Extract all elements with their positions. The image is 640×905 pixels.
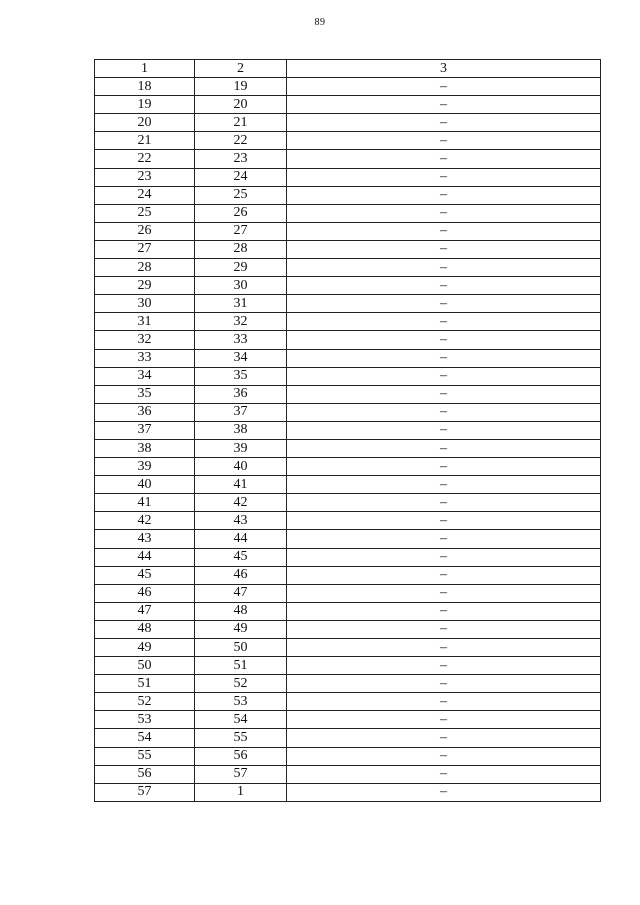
- table-row: [95, 765, 601, 783]
- table-cell-col-2: 22: [195, 132, 287, 150]
- table-cell-col-1: 32: [95, 331, 195, 349]
- table-cell-col-3: –: [287, 421, 601, 439]
- table-row: [95, 313, 601, 331]
- table-cell-col-2: 39: [195, 439, 287, 457]
- table-cell-col-2: 19: [195, 78, 287, 96]
- table-row: [95, 222, 601, 240]
- table-row: [95, 620, 601, 638]
- table-row: [95, 403, 601, 421]
- table-row: [95, 240, 601, 258]
- table-row: [95, 566, 601, 584]
- table-cell-col-1: 45: [95, 566, 195, 584]
- table-cell-col-2: 44: [195, 530, 287, 548]
- table-cell-col-2: 52: [195, 675, 287, 693]
- table-row: [95, 96, 601, 114]
- table-cell-col-2: 46: [195, 566, 287, 584]
- table-cell-col-1: 53: [95, 711, 195, 729]
- table-cell-col-1: 30: [95, 295, 195, 313]
- table-row: [95, 150, 601, 168]
- table-cell-col-3: –: [287, 584, 601, 602]
- table-cell-col-2: 23: [195, 150, 287, 168]
- table-cell-col-1: 20: [95, 114, 195, 132]
- table-row: [95, 295, 601, 313]
- table-cell-col-2: 55: [195, 729, 287, 747]
- table-cell-col-3: –: [287, 783, 601, 801]
- table-cell-col-1: 49: [95, 639, 195, 657]
- table-cell-col-2: 36: [195, 385, 287, 403]
- table-row: [95, 476, 601, 494]
- table-cell-col-2: 56: [195, 747, 287, 765]
- table-cell-col-3: –: [287, 494, 601, 512]
- table-row: [95, 168, 601, 186]
- table-row: [95, 530, 601, 548]
- table-cell-col-1: 29: [95, 277, 195, 295]
- table-cell-col-1: 23: [95, 168, 195, 186]
- table-cell-col-1: 24: [95, 186, 195, 204]
- table-cell-col-3: –: [287, 747, 601, 765]
- table-cell-col-2: 34: [195, 349, 287, 367]
- table-cell-col-3: –: [287, 78, 601, 96]
- table-cell-col-3: –: [287, 765, 601, 783]
- column-header-1: 1: [95, 60, 195, 78]
- table-cell-col-3: –: [287, 729, 601, 747]
- table-row: [95, 439, 601, 457]
- table-cell-col-3: –: [287, 114, 601, 132]
- table-cell-col-3: –: [287, 512, 601, 530]
- table-row: [95, 367, 601, 385]
- table-cell-col-2: 21: [195, 114, 287, 132]
- table-cell-col-1: 43: [95, 530, 195, 548]
- column-header-3: 3: [287, 60, 601, 78]
- table-cell-col-2: 49: [195, 620, 287, 638]
- table-cell-col-1: 41: [95, 494, 195, 512]
- table-cell-col-2: 41: [195, 476, 287, 494]
- table-cell-col-1: 52: [95, 693, 195, 711]
- table-row: [95, 349, 601, 367]
- table-cell-col-2: 50: [195, 639, 287, 657]
- table-cell-col-2: 27: [195, 222, 287, 240]
- table-cell-col-1: 50: [95, 657, 195, 675]
- table-cell-col-1: 31: [95, 313, 195, 331]
- table-row: [95, 693, 601, 711]
- table-cell-col-1: 22: [95, 150, 195, 168]
- table-cell-col-2: 47: [195, 584, 287, 602]
- table-row: [95, 421, 601, 439]
- table-cell-col-3: –: [287, 168, 601, 186]
- table-row: [95, 331, 601, 349]
- table-cell-col-3: –: [287, 313, 601, 331]
- table-cell-col-3: –: [287, 132, 601, 150]
- table-row: [95, 132, 601, 150]
- table-cell-col-2: 42: [195, 494, 287, 512]
- table-cell-col-2: 30: [195, 277, 287, 295]
- table-cell-col-3: –: [287, 277, 601, 295]
- table-cell-col-1: 33: [95, 349, 195, 367]
- table-cell-col-1: 57: [95, 783, 195, 801]
- table-cell-col-1: 56: [95, 765, 195, 783]
- data-table: [94, 59, 601, 802]
- table-header-row: [95, 60, 601, 78]
- table-cell-col-2: 32: [195, 313, 287, 331]
- table-cell-col-1: 34: [95, 367, 195, 385]
- table-cell-col-1: 39: [95, 458, 195, 476]
- table-row: [95, 385, 601, 403]
- table-row: [95, 458, 601, 476]
- table-cell-col-1: 25: [95, 204, 195, 222]
- table-row: [95, 78, 601, 96]
- table-cell-col-3: –: [287, 259, 601, 277]
- table-cell-col-2: 20: [195, 96, 287, 114]
- table-cell-col-3: –: [287, 458, 601, 476]
- table-cell-col-1: 21: [95, 132, 195, 150]
- table-row: [95, 729, 601, 747]
- table-cell-col-3: –: [287, 530, 601, 548]
- table-row: [95, 657, 601, 675]
- table-cell-col-2: 57: [195, 765, 287, 783]
- table-row: [95, 512, 601, 530]
- table-cell-col-1: 37: [95, 421, 195, 439]
- table-row: [95, 584, 601, 602]
- table-cell-col-2: 29: [195, 259, 287, 277]
- table-cell-col-3: –: [287, 295, 601, 313]
- table-cell-col-1: 42: [95, 512, 195, 530]
- table-cell-col-3: –: [287, 602, 601, 620]
- table-cell-col-1: 48: [95, 620, 195, 638]
- table-row: [95, 494, 601, 512]
- table-cell-col-1: 18: [95, 78, 195, 96]
- table-cell-col-1: 38: [95, 439, 195, 457]
- table-cell-col-1: 28: [95, 259, 195, 277]
- table-row: [95, 602, 601, 620]
- table-cell-col-2: 1: [195, 783, 287, 801]
- table-cell-col-3: –: [287, 657, 601, 675]
- table-cell-col-2: 53: [195, 693, 287, 711]
- table-cell-col-3: –: [287, 548, 601, 566]
- table-cell-col-2: 37: [195, 403, 287, 421]
- table-cell-col-1: 27: [95, 240, 195, 258]
- table-cell-col-1: 44: [95, 548, 195, 566]
- table-cell-col-3: –: [287, 204, 601, 222]
- table-cell-col-1: 40: [95, 476, 195, 494]
- table-cell-col-3: –: [287, 349, 601, 367]
- table-cell-col-3: –: [287, 566, 601, 584]
- column-header-2: 2: [195, 60, 287, 78]
- table-row: [95, 548, 601, 566]
- table-cell-col-3: –: [287, 476, 601, 494]
- table-cell-col-2: 35: [195, 367, 287, 385]
- table-cell-col-3: –: [287, 693, 601, 711]
- table-cell-col-3: –: [287, 385, 601, 403]
- table-cell-col-2: 31: [195, 295, 287, 313]
- table-cell-col-2: 26: [195, 204, 287, 222]
- table-cell-col-3: –: [287, 675, 601, 693]
- table-cell-col-2: 24: [195, 168, 287, 186]
- page-number: 89: [314, 17, 326, 28]
- table-cell-col-1: 47: [95, 602, 195, 620]
- table-cell-col-2: 28: [195, 240, 287, 258]
- table-row: [95, 747, 601, 765]
- table-cell-col-1: 46: [95, 584, 195, 602]
- table-cell-col-2: 40: [195, 458, 287, 476]
- table-cell-col-1: 35: [95, 385, 195, 403]
- table-row: [95, 114, 601, 132]
- table-cell-col-3: –: [287, 403, 601, 421]
- table-cell-col-2: 45: [195, 548, 287, 566]
- table-cell-col-2: 51: [195, 657, 287, 675]
- table-row: [95, 783, 601, 801]
- table-cell-col-2: 48: [195, 602, 287, 620]
- table-cell-col-1: 54: [95, 729, 195, 747]
- table-cell-col-3: –: [287, 240, 601, 258]
- table-cell-col-2: 33: [195, 331, 287, 349]
- table-cell-col-2: 38: [195, 421, 287, 439]
- table-body: [95, 60, 601, 802]
- table-row: [95, 711, 601, 729]
- table-row: [95, 259, 601, 277]
- table-cell-col-1: 36: [95, 403, 195, 421]
- table-cell-col-3: –: [287, 620, 601, 638]
- table-cell-col-3: –: [287, 186, 601, 204]
- table-cell-col-1: 55: [95, 747, 195, 765]
- table-row: [95, 277, 601, 295]
- table-cell-col-1: 26: [95, 222, 195, 240]
- table-cell-col-3: –: [287, 439, 601, 457]
- table-cell-col-3: –: [287, 711, 601, 729]
- table-row: [95, 186, 601, 204]
- table-cell-col-2: 43: [195, 512, 287, 530]
- table-cell-col-1: 51: [95, 675, 195, 693]
- table-cell-col-1: 19: [95, 96, 195, 114]
- table-cell-col-3: –: [287, 150, 601, 168]
- table-row: [95, 204, 601, 222]
- table-cell-col-3: –: [287, 639, 601, 657]
- table-cell-col-2: 25: [195, 186, 287, 204]
- table-row: [95, 639, 601, 657]
- table-cell-col-3: –: [287, 367, 601, 385]
- table-cell-col-3: –: [287, 96, 601, 114]
- table-cell-col-3: –: [287, 331, 601, 349]
- table-cell-col-2: 54: [195, 711, 287, 729]
- table-row: [95, 675, 601, 693]
- table-cell-col-3: –: [287, 222, 601, 240]
